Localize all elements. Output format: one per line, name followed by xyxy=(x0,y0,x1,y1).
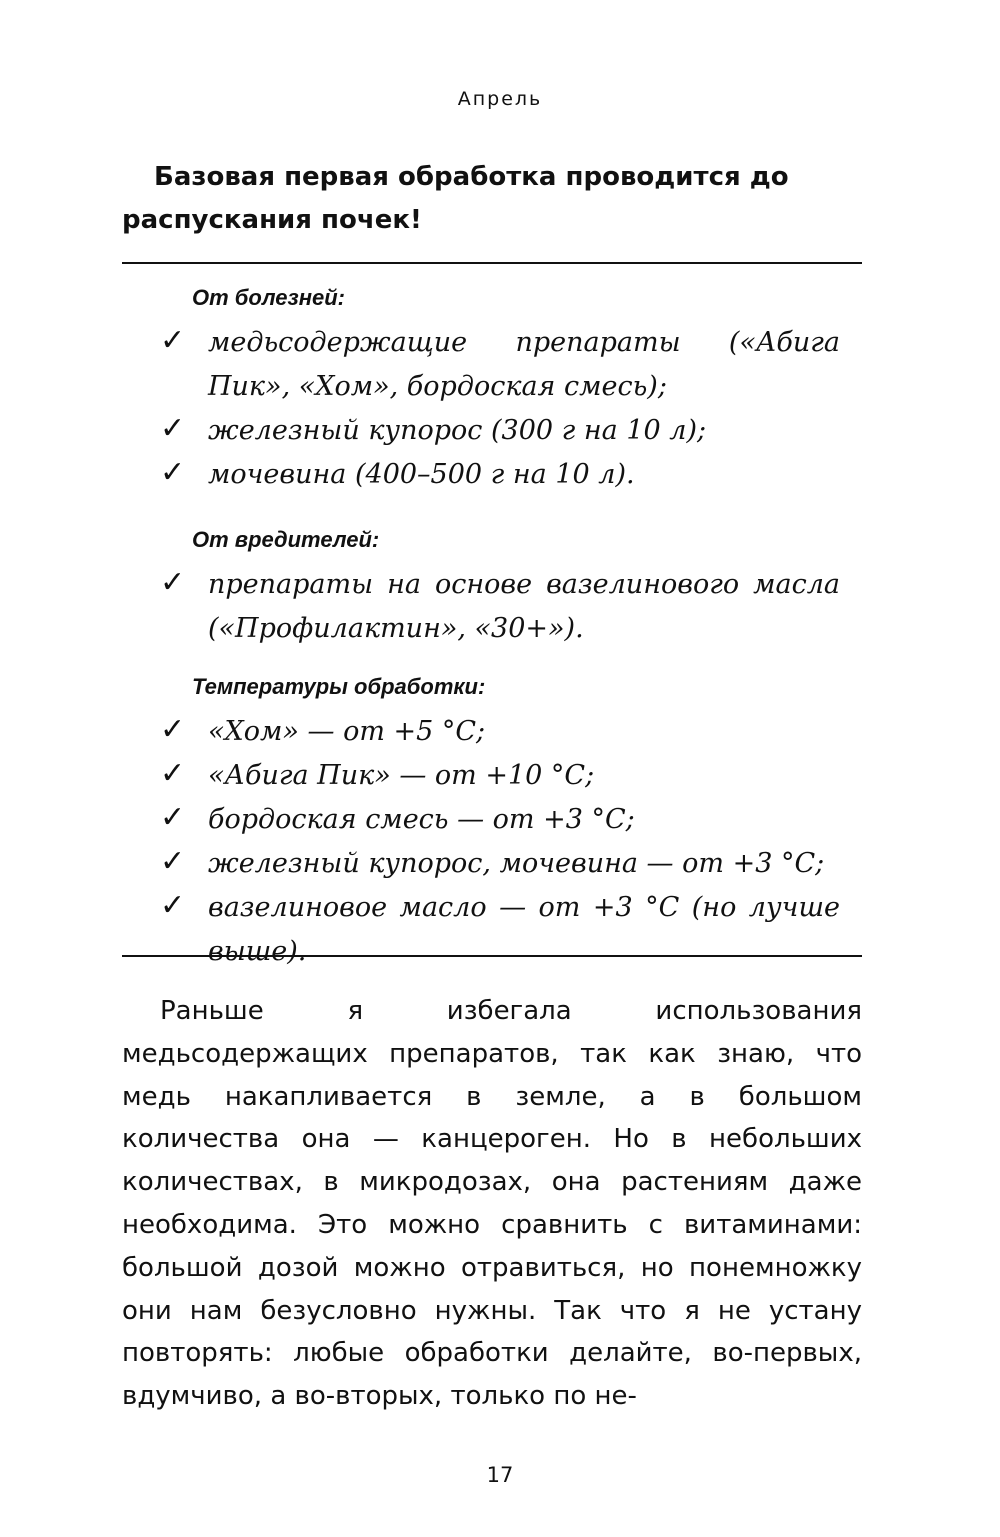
body-paragraph: Раньше я избегала использования медьсодержащих препаратов, так как знаю, что медь накапливается в земле, а в большом количества она — канцероген. Но в небольших количествах, в микродозах, она растениям даже необходима. Это можно сравнить с витаминами: большой дозой можно отравиться, но понемножку они нам безусловно нужны. Так что я не устану повторять: любые обработки делайте, во-первых, вдумчиво, а во-вторых, только по не- xyxy=(122,996,862,1412)
list-item-text: медьсодержащие препараты («Абига Пик», «Хом», бордоская смесь); xyxy=(208,327,840,402)
section-pests xyxy=(160,525,840,651)
check-icon: ✓ xyxy=(160,455,186,490)
checklist xyxy=(160,710,840,974)
box-top-rule xyxy=(122,262,862,264)
list-item xyxy=(160,409,840,453)
check-icon: ✓ xyxy=(160,844,186,879)
list-item xyxy=(160,842,840,886)
check-icon: ✓ xyxy=(160,800,186,835)
list-item-text: мочевина (400–500 г на 10 л). xyxy=(208,459,635,490)
list-item-text: препараты на основе вазелинового масла («Профилактин», «30+»). xyxy=(208,569,840,644)
check-icon: ✓ xyxy=(160,888,186,923)
check-icon: ✓ xyxy=(160,323,186,358)
section-title: Температуры обработки: xyxy=(192,674,486,699)
list-item-text: «Хом» — от +5 °С; xyxy=(208,716,486,747)
list-item-text: железный купорос, мочевина — от +3 °С; xyxy=(208,848,825,879)
box-bottom-rule xyxy=(122,955,862,957)
page-number: 17 xyxy=(486,1463,514,1487)
lead-paragraph: Базовая первая обработка проводится до распускания почек! xyxy=(122,162,789,235)
list-item xyxy=(160,710,840,754)
list-item xyxy=(160,886,840,974)
list-item-text: «Абига Пик» — от +10 °С; xyxy=(208,760,595,791)
section-temperatures xyxy=(160,672,840,974)
list-item xyxy=(160,754,840,798)
list-item-text: вазелиновое масло — от +3 °С (но лучше выше). xyxy=(208,892,840,967)
running-head: Апрель xyxy=(457,88,543,110)
check-icon: ✓ xyxy=(160,411,186,446)
check-icon: ✓ xyxy=(160,565,186,600)
check-icon: ✓ xyxy=(160,756,186,791)
list-item xyxy=(160,453,840,497)
list-item-text: бордоская смесь — от +3 °С; xyxy=(208,804,635,835)
check-icon: ✓ xyxy=(160,712,186,747)
checklist xyxy=(160,563,840,651)
section-diseases xyxy=(160,283,840,497)
list-item xyxy=(160,563,840,651)
section-title: От вредителей: xyxy=(192,527,380,552)
checklist xyxy=(160,321,840,497)
list-item xyxy=(160,798,840,842)
list-item xyxy=(160,321,840,409)
list-item-text: железный купорос (300 г на 10 л); xyxy=(208,415,707,446)
section-title: От болезней: xyxy=(192,285,345,310)
